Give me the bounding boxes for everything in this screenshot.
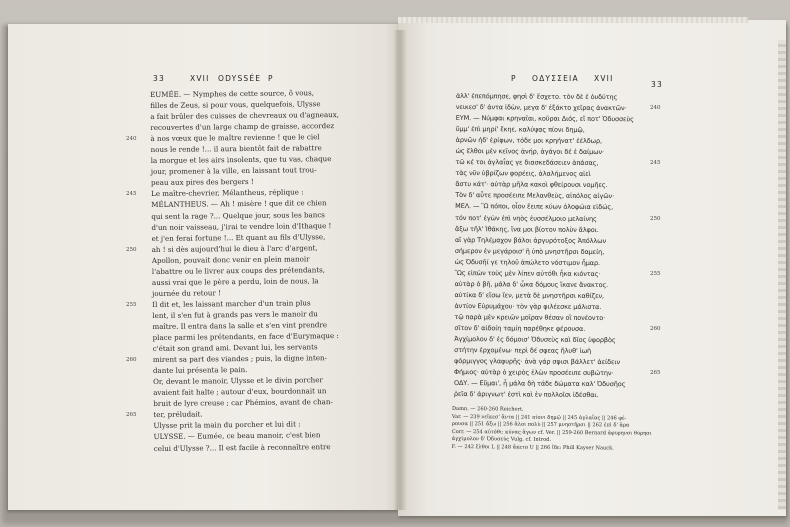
greek-text-line: σήμερον ἐν μεγάροισ' ἢ ὑπὸ μνηστῆρσι δαμείη, bbox=[454, 246, 605, 256]
greek-text-line: αὐτίκα δ' εἴσω ἴεν, μετὰ δὲ μνηστῆρσι καθίζεν, bbox=[454, 290, 605, 300]
text-line: jour, promener à la ville, en laissant tout trou- bbox=[150, 165, 317, 177]
text-line: d'un noir vaisseau, j'irai te vendre loin d'Ithaque ! bbox=[151, 220, 332, 232]
left-book-number: XVII bbox=[190, 74, 210, 83]
greek-text-line: αἲ γὰρ Τηλέμαχον βάλοι ἀργυρότοξος Ἀπόλλων bbox=[454, 235, 607, 245]
text-line: celui d'Ulysse ?... Il est facile à reconnaître entre bbox=[153, 441, 331, 453]
greek-text-line: ΜΕΛ. — Ὢ πόποι, οἷον ἔειπε κύων ὀλοφώια εἰδώς, bbox=[455, 202, 614, 212]
text-line: ter, préludait. bbox=[153, 409, 203, 420]
greek-text-line: ΕΥΜ. — Νύμφαι κρηναῖαι, κοῦραι Διός, εἴ ποτ' Ὀδυσσεὺς bbox=[455, 114, 634, 124]
apparatus-line: F. — 242 ἔλθοι L || 248 ἄκετο U || 266 ἴδε: Ρhill Κayser Nauck. bbox=[451, 443, 614, 452]
text-line: Le maître-chevrier, Mélantheus, réplique : bbox=[151, 187, 304, 199]
text-line: peau aux pires des bergers ! bbox=[150, 177, 254, 188]
text-line: filles de Zeus, si pour vous, quelquefois, Ulysse bbox=[150, 99, 321, 111]
apparatus-line: Var. — 239 νεῖκεσ' ἄντα || 241 πίονι δημῷ || 245 ἀγλαΐας || 246 φέ- bbox=[451, 413, 627, 422]
text-line: nous le rende !... il aura bientôt fait de rabattre bbox=[150, 143, 322, 155]
line-number: 265 bbox=[126, 412, 137, 419]
text-line: Il dit et, les laissant marcher d'un train plus bbox=[152, 298, 311, 309]
text-line: ah ! si dès aujourd'hui le dieu à l'arc d'argent, bbox=[151, 242, 318, 254]
text-line: recouvertes d'un large champ de graisse, accordez bbox=[150, 121, 335, 133]
text-line: lent, il s'en fut à grands pas vers le manoir du bbox=[152, 309, 318, 320]
greek-text-line: ὡς ἔλθοι μὲν κεῖνος ἀνήρ, ἀγάγοι δέ ἑ δαίμων· bbox=[455, 147, 605, 157]
text-line: l'abattre ou le livrer aux coups des prétendants, bbox=[151, 264, 326, 276]
greek-text-line: Τὸν δ' αὖτε προσέειπε Μελανθεὺς, αἰπόλος αἰγῶν· bbox=[455, 191, 615, 201]
greek-text-line: ῥεῖα δ' ἀριγνωτ' ἐστὶ καὶ ἐν πολλοῖσι ἰδέσθαι. bbox=[453, 390, 599, 400]
deckle-edge-right bbox=[778, 40, 786, 510]
text-line: qui sent la rage ?... Quelque jour, sous les bancs bbox=[151, 209, 325, 221]
text-line: dante lui présenta le pain. bbox=[152, 365, 248, 376]
text-line: bruit de lyre creuse ; car Phémios, avant de chan- bbox=[153, 397, 333, 409]
greek-text-line: ὔμμ' ἐπὶ μηρί' ἔκηε, καλύψας πίονι δημῷ, bbox=[455, 125, 585, 135]
greek-text-line: ἄξω τῆλ' Ἰθάκης, ἵνα μοι βίοτον πολὺν ἄλφοι. bbox=[455, 224, 599, 234]
apparatus-line: Corr. — 254 αὐτόθι: κύνας ἄγων cf. Ver. || 259-260 Bernard ἀφυρηνσι θύρησι bbox=[451, 428, 652, 437]
text-line: c'était son grand ami. Devant lui, les servants bbox=[152, 342, 318, 354]
text-line: EUMÉE. — Nymphes de cette source, ô vous, bbox=[150, 88, 315, 99]
greek-text-line: τῶ κέ τοι ἀγλαΐας γε διασκεδάσειεν ἁπάσας, bbox=[455, 158, 599, 168]
greek-text-line: Φήμιος· αὐτὰρ ὁ χειρὸς ἑλὼν προσέειπε συβώτην· bbox=[454, 368, 614, 378]
line-number: 255 bbox=[126, 301, 137, 308]
greek-text-line: τόν ποτ' ἐγὼν ἐπὶ νηὸς ἐυσσέλμοιο μελαίνης bbox=[455, 213, 597, 223]
left-running-title: ODYSSÉE bbox=[218, 74, 262, 83]
line-number: 255 bbox=[650, 270, 661, 277]
left-page-number: 33 bbox=[153, 74, 165, 83]
critical-apparatus bbox=[452, 406, 652, 453]
text-line: aussi vrai que le père a perdu, loin de nous, la bbox=[151, 276, 319, 287]
line-number: 245 bbox=[126, 191, 137, 198]
text-line: MÉLANTHEUS. — Ah ! misère ! que dit ce chien bbox=[151, 198, 327, 210]
text-line: ULYSSE. — Eumée, ce beau manoir, c'est bien bbox=[153, 430, 321, 442]
greek-text-line: ἀντίον Εὐρυμάχου· τὸν γὰρ φιλέεσκε μάλιστα. bbox=[454, 301, 602, 311]
left-page-text bbox=[150, 87, 343, 454]
text-line: la morgue et les airs insolents, que tu vas, chaque bbox=[150, 154, 332, 166]
text-line: à nos vœux que le maître revienne ! que le ciel bbox=[150, 132, 320, 144]
text-line: Ulysse prit la main du porcher et lui dit : bbox=[153, 419, 301, 431]
greek-text-line: ἀρνῶν ἠδ' ἐρίφων, τόδε μοι κρηήνατ' ἐέλδωρ, bbox=[455, 136, 603, 146]
greek-text-line: Ὣς εἰπὼν τοὺς μὲν λίπεν αὐτόθι ἦκα κιόντας· bbox=[454, 268, 601, 278]
line-number: 250 bbox=[650, 215, 661, 222]
text-line: mirent sa part des viandes ; puis, la digne inten- bbox=[152, 353, 328, 365]
text-line: avaient fait halte ; autour d'eux, bourdonnait un bbox=[153, 386, 327, 398]
greek-text-line: φόρμιγγος γλαφυρῆς· ἀνὰ γάρ σφισι βάλλετ' ἀείδειν bbox=[454, 357, 621, 367]
greek-text-line: τὰς νῦν ὑβρίζων φορέεις, ἀλαλήμενος αἰεὶ bbox=[455, 169, 591, 179]
text-line: a fait brûler des cuisses de chevreaux ou d'agneaux, bbox=[150, 110, 340, 122]
line-number: 260 bbox=[650, 326, 661, 333]
right-page-number: 33 bbox=[651, 80, 663, 89]
text-line: place parmi les prétendants, en face d'Eurymaque : bbox=[152, 331, 339, 343]
line-number: 240 bbox=[650, 105, 661, 112]
line-number: 250 bbox=[126, 246, 137, 253]
apparatus-line: ἀγχίμολον δ' Ὀδυσεὺς Vulg. cf. Introd. bbox=[451, 436, 552, 444]
text-line: Or, devant le manoir, Ulysse et le divin porcher bbox=[153, 375, 323, 387]
greek-text-line: στήτην ἐρχομένω· περὶ δέ σφεας ἤλυθ' ἰωὴ bbox=[454, 346, 592, 356]
line-number: 260 bbox=[126, 357, 137, 364]
text-line: et j'en ferai fortune !... Et quant au fils d'Ulysse, bbox=[151, 231, 326, 243]
right-book-number: XVII bbox=[594, 74, 614, 83]
line-number: 245 bbox=[650, 160, 661, 167]
line-number: 240 bbox=[126, 136, 137, 143]
right-running-title: ΟΔΥΣΣΕΙΑ bbox=[532, 74, 579, 83]
greek-text-line: νεικεσ' δ' ἀντα ἰδὼν, μεγα δ' ἐξάκτο χεῖρας ἀνακτῶν· bbox=[455, 103, 627, 113]
text-line: Apollon, pouvait donc venir en plein manoir bbox=[151, 254, 310, 265]
greek-text-line: σῖτον δ' αἰδοίη ταμίη παρέθηκε φέρουσα. bbox=[454, 323, 586, 333]
text-line: maître. Il entra dans la salle et s'en vint prendre bbox=[152, 320, 328, 331]
book-gutter bbox=[393, 30, 407, 510]
greek-text-line: ΟΔΥ. — Εὔμαι', ἦ μάλα δὴ τάδε δώματα καλ' Ὀδυσῆος bbox=[453, 379, 626, 389]
greek-text-line: Ἀγχίμολον δ' ἐς δόμοισ' Ὀδυσεὺς καὶ δῖος ὑφορβὸς bbox=[454, 335, 616, 345]
apparatus-line: Damn. — 260-260 Reichert. bbox=[451, 406, 524, 413]
greek-text-line: ὡς Ὀδυσῆί γε τηλοῦ ἀπώλετο νόστιμον ἦμαρ. bbox=[454, 257, 600, 267]
line-number: 265 bbox=[650, 370, 661, 377]
left-book-letter: P bbox=[268, 74, 274, 83]
greek-text-line: τῷ παρὰ μὲν κρειῶν μοῖραν θέσαν οἳ πονέοντο· bbox=[454, 312, 606, 322]
greek-text-line: αὐτὰρ ὁ βῆ, μάλα δ' ὦκα δόμους ἵκανε ἄνακτος. bbox=[454, 279, 609, 289]
greek-text-line: ἀλλ' ἐπεπόμπησε, φησὶ δ' ἔσχετο. τὸν δὲ ἐ ὀυδύτης bbox=[455, 91, 618, 102]
greek-text-line: ἄστυ κάτ'· αὐτὰρ μῆλα κακοὶ φθείρουσι νομῆες. bbox=[455, 180, 608, 190]
apparatus-line: ρουσα || 251 ἄξω || 256 ἄλοι πολὺ || 257 μνηστῆρσι || 262 ἐπὶ δ' ἄρα bbox=[451, 421, 630, 429]
text-line: journée du retour ! bbox=[152, 288, 221, 298]
deckle-edge-top bbox=[398, 17, 748, 23]
right-page-text bbox=[454, 91, 634, 402]
right-book-letter: P bbox=[511, 74, 517, 83]
